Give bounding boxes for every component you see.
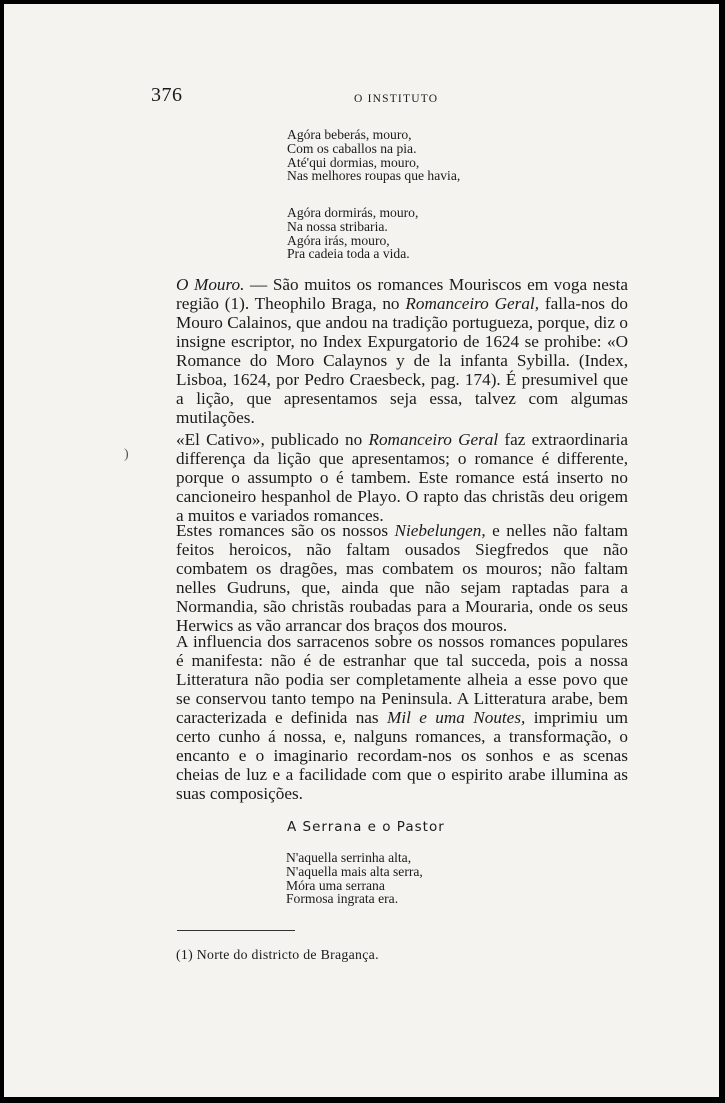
verse-line: N'aquella mais alta serra, bbox=[286, 863, 423, 879]
paragraph-o-mouro bbox=[176, 275, 628, 427]
page-number: 376 bbox=[151, 84, 183, 106]
paragraph-niebelungen bbox=[176, 521, 628, 635]
verse-line: Nas melhores roupas que havia, bbox=[287, 168, 461, 184]
verse-line: Na nossa stribaria. bbox=[287, 218, 388, 234]
paragraph-text: Estes romances são os nossos bbox=[176, 521, 395, 540]
verse-line: Pra cadeia toda a vida. bbox=[287, 246, 410, 262]
verse-line: N'aquella serrinha alta, bbox=[286, 850, 412, 865]
book-page bbox=[4, 4, 719, 1097]
footnote-divider bbox=[177, 930, 295, 931]
footnote: (1) Norte do districto de Bragança. bbox=[176, 947, 379, 962]
paragraph-text: A influencia dos sarracenos sobre os nossos romances populares é manifesta: não é de estranhar que tal succeda, pois a nossa Litteratura não podia ser completamente alheia a esse povo que se conservou tanto tempo na Peninsula. A Litteratura arabe, bem caracterizada e definida nas bbox=[176, 632, 628, 727]
book-title: Mil e uma Noutes, bbox=[387, 708, 526, 727]
verse-line: Agóra dormirás, mouro, bbox=[287, 205, 419, 220]
book-title: Romanceiro Geral bbox=[368, 430, 499, 449]
verse-line: Com os caballos na pia. bbox=[287, 140, 417, 156]
paragraph-text: faz extraordinaria differença da lição que apresentamos; o romance é differente, porque o assumpto o é tambem. Este romance está inserto no cancioneiro hespanhol de Playo. O rapto das christãs deu origem a muitos e variados romances. bbox=[176, 430, 628, 525]
paragraph-el-cativo bbox=[176, 430, 628, 525]
book-title: Romanceiro Geral, bbox=[405, 294, 539, 313]
paragraph-text: «El Cativo», publicado no bbox=[176, 430, 369, 449]
verse-line: Agóra beberás, mouro, bbox=[287, 127, 412, 142]
paragraph-text: falla-nos do Mouro Calainos, que andou na tradição portugueza, porque, diz o insigne escriptor, no Index Expurgatorio de 1624 se prohibe: «O Romance do Moro Calaynos y de la infanta Sybilla. (Index, Lisboa, 1624, por Pedro Craesbeck, pag. 174). É presumivel que a lição, que apresentamos seja essa, talvez com algumas mutilações. bbox=[176, 294, 629, 427]
verse-stanza-2 bbox=[287, 206, 418, 261]
verse-line: Formosa ingrata era. bbox=[286, 891, 399, 907]
section-title: A Serrana e o Pastor bbox=[287, 819, 445, 835]
verse-stanza-1 bbox=[287, 128, 460, 183]
verse-line: Agóra irás, mouro, bbox=[287, 232, 390, 248]
paragraph-text: imprimiu um certo cunho á nossa, e, nalguns romances, a transformação, o encanto e o imaginario recordam-nos os sonhos e as scenas cheias de luz e a facilidade com que o espirito arabe illumina as suas composições. bbox=[176, 708, 629, 803]
paragraph-text: e nelles não faltam feitos heroicos, não faltam ousados Siegfredos que não combatem os dragões, mas combatem os mouros; não faltam nelles Gudruns, que, ainda que não sejam raptadas para a Normandia, são christãs roubadas para a Mouraria, onde os seus Herwics as vão arrancar dos braços dos mouros. bbox=[176, 521, 628, 635]
paragraph-text: — São muitos os romances Mouriscos em voga nesta região (1). Theophilo Braga, no bbox=[176, 275, 628, 313]
paragraph-influencia bbox=[176, 632, 628, 803]
verse-line: Móra uma serrana bbox=[286, 877, 385, 893]
margin-mark: ) bbox=[124, 447, 129, 462]
paragraph-lead: O Mouro. bbox=[176, 275, 245, 294]
verse-line: Até'qui dormias, mouro, bbox=[287, 154, 420, 170]
running-title: O INSTITUTO bbox=[354, 93, 439, 105]
verse-stanza-serrana bbox=[286, 851, 423, 906]
book-title: Niebelungen, bbox=[394, 521, 486, 540]
